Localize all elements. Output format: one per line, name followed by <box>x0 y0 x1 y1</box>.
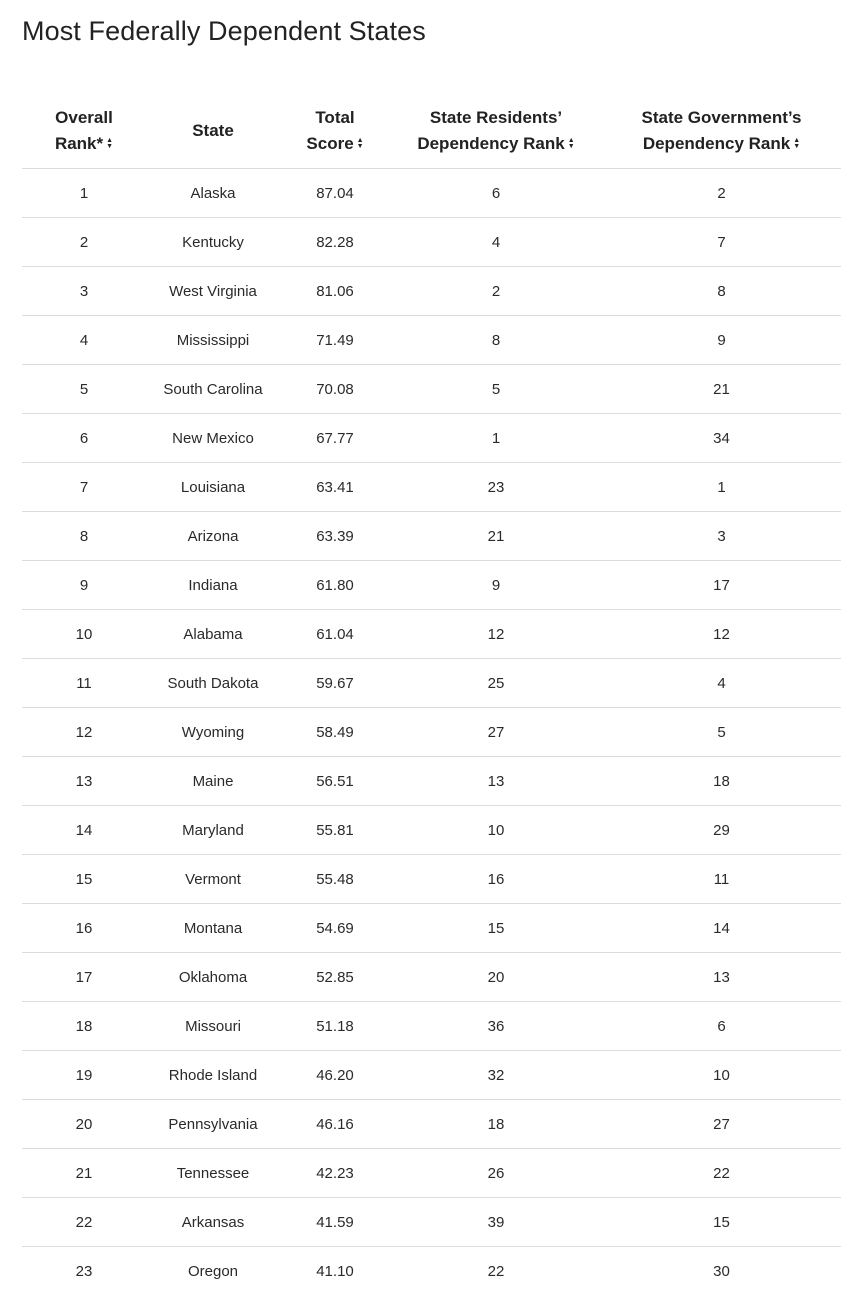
cell-state: South Dakota <box>146 659 280 708</box>
table-row <box>22 757 841 806</box>
rankings-table <box>22 94 841 1295</box>
cell-residents-rank: 2 <box>390 267 602 316</box>
cell-residents-rank: 6 <box>390 169 602 218</box>
cell-total-score: 70.08 <box>280 365 390 414</box>
cell-residents-rank: 36 <box>390 1002 602 1051</box>
table-row <box>22 659 841 708</box>
cell-total-score: 55.81 <box>280 806 390 855</box>
sort-up-arrow-icon: ▲ <box>106 138 113 144</box>
sort-down-arrow-icon: ▼ <box>357 144 364 150</box>
cell-state: Tennessee <box>146 1149 280 1198</box>
cell-government-rank: 8 <box>602 267 841 316</box>
cell-overall-rank: 20 <box>22 1100 146 1149</box>
header-label-line1: Overall <box>22 105 146 131</box>
sort-down-arrow-icon: ▼ <box>568 144 575 150</box>
cell-state: Maryland <box>146 806 280 855</box>
cell-overall-rank: 4 <box>22 316 146 365</box>
cell-government-rank: 7 <box>602 218 841 267</box>
cell-total-score: 46.16 <box>280 1100 390 1149</box>
header-label-line2 <box>602 131 841 157</box>
cell-overall-rank: 12 <box>22 708 146 757</box>
header-government-rank[interactable] <box>602 94 841 169</box>
cell-total-score: 41.59 <box>280 1198 390 1247</box>
table-row <box>22 512 841 561</box>
header-overall-rank[interactable] <box>22 94 146 169</box>
cell-residents-rank: 26 <box>390 1149 602 1198</box>
cell-government-rank: 34 <box>602 414 841 463</box>
cell-state: Maine <box>146 757 280 806</box>
cell-residents-rank: 18 <box>390 1100 602 1149</box>
cell-total-score: 56.51 <box>280 757 390 806</box>
cell-overall-rank: 11 <box>22 659 146 708</box>
cell-residents-rank: 1 <box>390 414 602 463</box>
cell-state: Oregon <box>146 1247 280 1295</box>
cell-state: New Mexico <box>146 414 280 463</box>
cell-total-score: 81.06 <box>280 267 390 316</box>
table-header <box>22 94 841 169</box>
cell-overall-rank: 1 <box>22 169 146 218</box>
cell-state: Indiana <box>146 561 280 610</box>
cell-government-rank: 3 <box>602 512 841 561</box>
cell-government-rank: 12 <box>602 610 841 659</box>
cell-residents-rank: 32 <box>390 1051 602 1100</box>
header-state <box>146 94 280 169</box>
cell-government-rank: 1 <box>602 463 841 512</box>
cell-residents-rank: 16 <box>390 855 602 904</box>
cell-government-rank: 17 <box>602 561 841 610</box>
cell-total-score: 61.80 <box>280 561 390 610</box>
cell-government-rank: 30 <box>602 1247 841 1295</box>
cell-overall-rank: 2 <box>22 218 146 267</box>
cell-overall-rank: 17 <box>22 953 146 1002</box>
cell-government-rank: 27 <box>602 1100 841 1149</box>
header-label-line2 <box>280 131 390 157</box>
cell-state: Alaska <box>146 169 280 218</box>
table-row <box>22 806 841 855</box>
cell-total-score: 51.18 <box>280 1002 390 1051</box>
cell-total-score: 82.28 <box>280 218 390 267</box>
cell-state: Montana <box>146 904 280 953</box>
table-row <box>22 1051 841 1100</box>
cell-residents-rank: 10 <box>390 806 602 855</box>
header-row <box>22 94 841 169</box>
cell-residents-rank: 27 <box>390 708 602 757</box>
cell-state: South Carolina <box>146 365 280 414</box>
cell-state: Wyoming <box>146 708 280 757</box>
table-row <box>22 463 841 512</box>
cell-total-score: 59.67 <box>280 659 390 708</box>
table-body <box>22 169 841 1295</box>
cell-total-score: 63.39 <box>280 512 390 561</box>
cell-residents-rank: 5 <box>390 365 602 414</box>
cell-residents-rank: 23 <box>390 463 602 512</box>
cell-total-score: 87.04 <box>280 169 390 218</box>
cell-government-rank: 21 <box>602 365 841 414</box>
header-label-line1: State <box>146 118 280 144</box>
header-label-text: Rank* <box>55 134 103 153</box>
cell-government-rank: 29 <box>602 806 841 855</box>
cell-government-rank: 5 <box>602 708 841 757</box>
cell-state: Rhode Island <box>146 1051 280 1100</box>
table-row <box>22 610 841 659</box>
cell-residents-rank: 22 <box>390 1247 602 1295</box>
header-label-text: Score <box>306 134 353 153</box>
cell-residents-rank: 39 <box>390 1198 602 1247</box>
cell-residents-rank: 20 <box>390 953 602 1002</box>
cell-total-score: 42.23 <box>280 1149 390 1198</box>
cell-overall-rank: 16 <box>22 904 146 953</box>
table-row <box>22 953 841 1002</box>
cell-state: Vermont <box>146 855 280 904</box>
header-total-score[interactable] <box>280 94 390 169</box>
header-label-line2 <box>22 131 146 157</box>
cell-state: Missouri <box>146 1002 280 1051</box>
table-row <box>22 316 841 365</box>
cell-residents-rank: 21 <box>390 512 602 561</box>
table-row <box>22 1100 841 1149</box>
table-row <box>22 855 841 904</box>
cell-overall-rank: 18 <box>22 1002 146 1051</box>
cell-state: West Virginia <box>146 267 280 316</box>
cell-overall-rank: 3 <box>22 267 146 316</box>
cell-residents-rank: 9 <box>390 561 602 610</box>
table-row <box>22 1149 841 1198</box>
cell-government-rank: 9 <box>602 316 841 365</box>
cell-overall-rank: 21 <box>22 1149 146 1198</box>
header-residents-rank[interactable] <box>390 94 602 169</box>
cell-residents-rank: 25 <box>390 659 602 708</box>
sort-up-arrow-icon: ▲ <box>793 138 800 144</box>
cell-government-rank: 13 <box>602 953 841 1002</box>
cell-residents-rank: 15 <box>390 904 602 953</box>
cell-state: Oklahoma <box>146 953 280 1002</box>
cell-total-score: 63.41 <box>280 463 390 512</box>
sort-up-down-icon[interactable] <box>568 138 575 150</box>
cell-government-rank: 14 <box>602 904 841 953</box>
cell-residents-rank: 12 <box>390 610 602 659</box>
cell-state: Arkansas <box>146 1198 280 1247</box>
table-row <box>22 414 841 463</box>
table-row <box>22 1002 841 1051</box>
cell-government-rank: 22 <box>602 1149 841 1198</box>
cell-total-score: 67.77 <box>280 414 390 463</box>
cell-state: Arizona <box>146 512 280 561</box>
cell-government-rank: 4 <box>602 659 841 708</box>
page-title: Most Federally Dependent States <box>22 14 426 48</box>
cell-total-score: 54.69 <box>280 904 390 953</box>
cell-overall-rank: 5 <box>22 365 146 414</box>
cell-government-rank: 18 <box>602 757 841 806</box>
cell-overall-rank: 6 <box>22 414 146 463</box>
cell-total-score: 58.49 <box>280 708 390 757</box>
sort-up-down-icon[interactable] <box>106 138 113 150</box>
cell-government-rank: 10 <box>602 1051 841 1100</box>
cell-residents-rank: 4 <box>390 218 602 267</box>
cell-overall-rank: 22 <box>22 1198 146 1247</box>
cell-overall-rank: 10 <box>22 610 146 659</box>
table-row <box>22 904 841 953</box>
header-label-line2 <box>390 131 602 157</box>
cell-state: Pennsylvania <box>146 1100 280 1149</box>
cell-total-score: 46.20 <box>280 1051 390 1100</box>
cell-state: Kentucky <box>146 218 280 267</box>
cell-state: Louisiana <box>146 463 280 512</box>
cell-state: Mississippi <box>146 316 280 365</box>
cell-government-rank: 11 <box>602 855 841 904</box>
cell-overall-rank: 14 <box>22 806 146 855</box>
cell-total-score: 71.49 <box>280 316 390 365</box>
table-row <box>22 561 841 610</box>
sort-up-arrow-icon: ▲ <box>568 138 575 144</box>
cell-residents-rank: 13 <box>390 757 602 806</box>
cell-total-score: 52.85 <box>280 953 390 1002</box>
table-row <box>22 1247 841 1295</box>
header-label-text: Dependency Rank <box>643 134 790 153</box>
sort-up-down-icon[interactable] <box>357 138 364 150</box>
header-label-line1: Total <box>280 105 390 131</box>
cell-overall-rank: 13 <box>22 757 146 806</box>
table-row <box>22 1198 841 1247</box>
sort-up-arrow-icon: ▲ <box>357 138 364 144</box>
cell-total-score: 41.10 <box>280 1247 390 1295</box>
table-row <box>22 365 841 414</box>
cell-total-score: 61.04 <box>280 610 390 659</box>
cell-state: Alabama <box>146 610 280 659</box>
table-row <box>22 708 841 757</box>
cell-overall-rank: 8 <box>22 512 146 561</box>
sort-down-arrow-icon: ▼ <box>793 144 800 150</box>
cell-total-score: 55.48 <box>280 855 390 904</box>
table-row <box>22 267 841 316</box>
header-label-line1: State Residents’ <box>390 105 602 131</box>
sort-down-arrow-icon: ▼ <box>106 144 113 150</box>
cell-government-rank: 2 <box>602 169 841 218</box>
cell-overall-rank: 15 <box>22 855 146 904</box>
sort-up-down-icon[interactable] <box>793 138 800 150</box>
cell-overall-rank: 23 <box>22 1247 146 1295</box>
table-row <box>22 218 841 267</box>
cell-residents-rank: 8 <box>390 316 602 365</box>
header-label-line1: State Government’s <box>602 105 841 131</box>
cell-government-rank: 6 <box>602 1002 841 1051</box>
header-label-text: Dependency Rank <box>417 134 564 153</box>
cell-overall-rank: 7 <box>22 463 146 512</box>
cell-overall-rank: 19 <box>22 1051 146 1100</box>
cell-overall-rank: 9 <box>22 561 146 610</box>
table-row <box>22 169 841 218</box>
cell-government-rank: 15 <box>602 1198 841 1247</box>
